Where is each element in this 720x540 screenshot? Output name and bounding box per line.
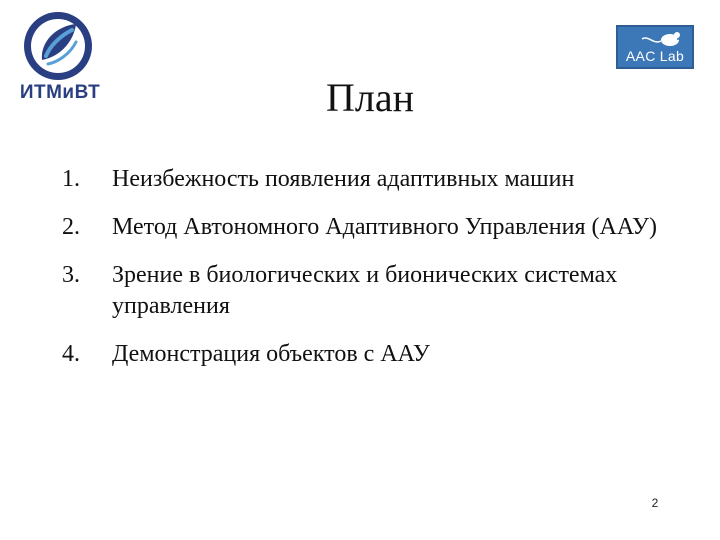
agenda-item-number: 4. <box>62 341 80 367</box>
agenda-item <box>62 212 672 243</box>
agenda-item-text: Демонстрация объектов с ААУ <box>112 341 430 367</box>
agenda-item-number: 2. <box>62 214 80 240</box>
itmivt-logo-text: ИТМиВТ <box>19 82 101 103</box>
agenda-item-text: Зрение в биологических и бионических системах управления <box>112 262 618 319</box>
agenda-item-text: Метод Автономного Адаптивного Управления (ААУ) <box>112 214 658 240</box>
page-number: 2 <box>651 496 659 510</box>
agenda-item-number: 3. <box>62 262 80 288</box>
agenda-item-text: Неизбежность появления адаптивных машин <box>112 166 575 192</box>
agenda-list <box>62 164 672 387</box>
agenda-item <box>62 339 672 370</box>
aac-lab-logo-text: AAC Lab <box>625 48 685 64</box>
aac-lab-logo <box>616 25 694 69</box>
slide-title: План <box>325 75 414 120</box>
agenda-item <box>62 164 672 195</box>
agenda-item-number: 1. <box>62 166 80 192</box>
agenda-item <box>62 260 672 322</box>
